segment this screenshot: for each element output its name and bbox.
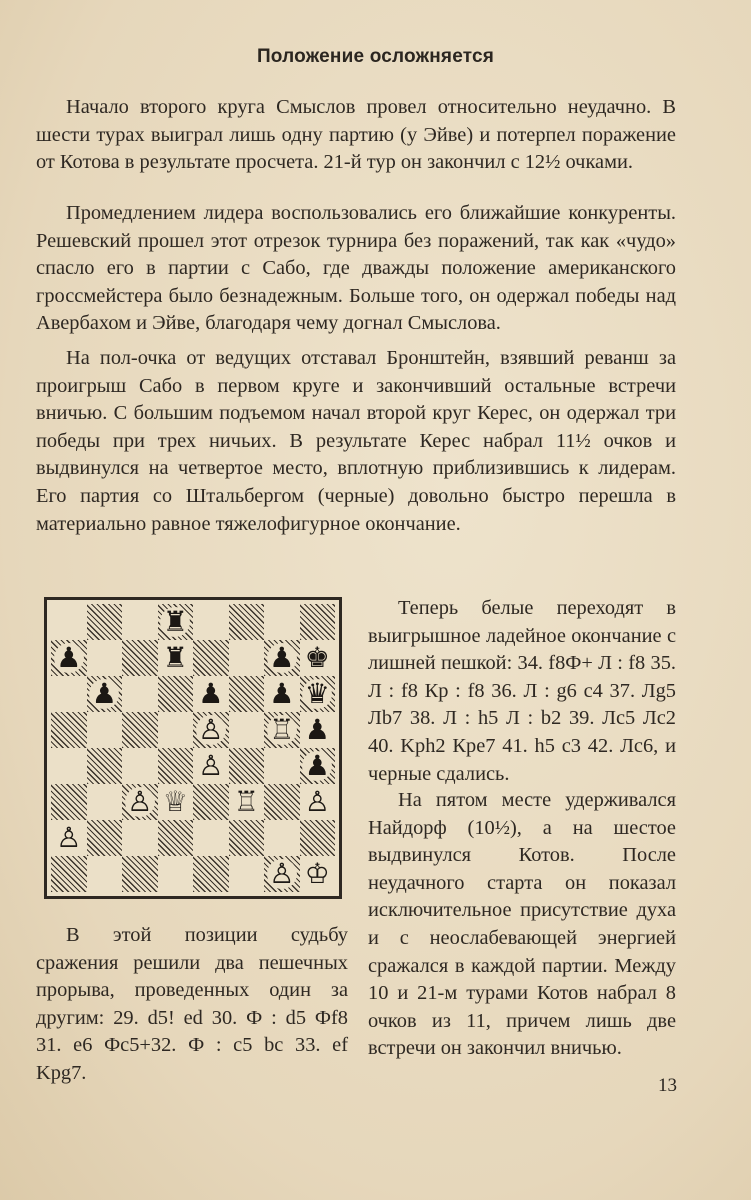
board-square (229, 676, 265, 712)
board-square (264, 748, 300, 784)
board-square (264, 712, 300, 748)
board-square (51, 820, 87, 856)
chess-piece-icon: ♙ (196, 715, 226, 745)
paragraph-2: Промедлением лидера воспользовались его ближайшие конкуренты. Решевский прошел этот отрезок турнира без поражений, так как «чудо» спасло его в партии с Сабо, где дважды положение американского гроссмейстера было безнадежным. Больше того, он одержал победы над Авербахом и Эйве, благодаря чему догнал Смыслова. (36, 202, 676, 335)
board-square (51, 640, 87, 676)
chess-piece-icon: ♜ (160, 607, 190, 637)
board-square (87, 748, 123, 784)
board-square (87, 784, 123, 820)
board-square (122, 820, 158, 856)
board-square (158, 604, 194, 640)
board-square (51, 856, 87, 892)
chess-piece-icon: ♙ (196, 751, 226, 781)
board-square (122, 856, 158, 892)
board-square (122, 712, 158, 748)
board-square (264, 604, 300, 640)
chess-piece-icon: ♖ (231, 787, 261, 817)
board-square (229, 784, 265, 820)
board-square (300, 712, 336, 748)
board-square (87, 676, 123, 712)
board-square (300, 784, 336, 820)
right-column-paragraph-1: Теперь белые переходят в выигрышное ладейное окончание с лишней пешкой: 34. f8Ф+ Л : f8 35. Л : f8 Кр : f8 36. Л : g6 c4 37. Лg5 Лb7 38. Л : h5 Л : b2 39. Лс5 Лс2 40. Kph2 Кре7 41. h5 c3 42. Лс6, и черные сдались. (368, 597, 676, 785)
board-square (193, 712, 229, 748)
chess-piece-icon: ♛ (302, 679, 332, 709)
board-square (87, 712, 123, 748)
board-square (51, 676, 87, 712)
board-square (300, 748, 336, 784)
chess-piece-icon: ♙ (125, 787, 155, 817)
paragraph-1: Начало второго круга Смыслов провел относительно неудачно. В шести турах выиграл лишь одну партию (у Эйве) и потерпел поражение от Котова в результате просчета. 21-й тур он закончил с 12½ очками. (36, 96, 676, 174)
chess-piece-icon: ♟ (54, 643, 84, 673)
chess-piece-icon: ♟ (89, 679, 119, 709)
board-square (158, 856, 194, 892)
board-square (193, 820, 229, 856)
board-square (51, 784, 87, 820)
board-square (193, 856, 229, 892)
board-square (158, 820, 194, 856)
chess-diagram (44, 597, 342, 899)
board-square (229, 712, 265, 748)
board-square (51, 604, 87, 640)
board-square (300, 856, 336, 892)
right-column-paragraph-2: На пятом месте удерживался Найдорф (10½), а на шестое выдвинулся Котов. После неудачного старта он показал исключительное присутствие духа и с неослабевающей энергией сражался в каждой партии. Между 10 и 21-м турами Котов набрал 8 очков из 11, причем лишь две встречи он закончил вничью. (368, 789, 676, 1060)
board-square (87, 856, 123, 892)
board-square (264, 820, 300, 856)
board-square (229, 640, 265, 676)
board-square (300, 604, 336, 640)
board-square (158, 640, 194, 676)
chess-board-grid (51, 604, 335, 892)
chess-piece-icon: ♟ (302, 751, 332, 781)
board-square (122, 676, 158, 712)
chess-piece-icon: ♕ (160, 787, 190, 817)
board-square (300, 640, 336, 676)
chess-piece-icon: ♟ (302, 715, 332, 745)
board-square (300, 820, 336, 856)
board-square (193, 640, 229, 676)
chess-piece-icon: ♔ (302, 859, 332, 889)
section-heading: Положение осложняется (256, 46, 495, 67)
chess-piece-icon: ♙ (267, 859, 297, 889)
diagram-caption: В этой позиции судьбу сражения решили два пешечных прорыва, проведенных один за другим: 29. d5! ed 30. Ф : d5 Фf8 31. e6 Фс5+32. Ф : c5 bc 33. ef Kpg7. (36, 924, 348, 1084)
board-square (122, 604, 158, 640)
board-square (51, 748, 87, 784)
board-square (122, 748, 158, 784)
board-square (122, 784, 158, 820)
board-square (87, 640, 123, 676)
board-square (193, 676, 229, 712)
page-number: 13 (658, 1075, 677, 1096)
board-square (158, 748, 194, 784)
board-square (122, 640, 158, 676)
chess-piece-icon: ♟ (267, 643, 297, 673)
chess-piece-icon: ♜ (160, 643, 190, 673)
board-square (264, 784, 300, 820)
chess-piece-icon: ♟ (267, 679, 297, 709)
board-square (193, 748, 229, 784)
chess-piece-icon: ♙ (54, 823, 84, 853)
board-square (229, 748, 265, 784)
board-square (87, 604, 123, 640)
board-square (229, 820, 265, 856)
chess-piece-icon: ♖ (267, 715, 297, 745)
board-square (193, 784, 229, 820)
board-square (264, 856, 300, 892)
board-square (51, 712, 87, 748)
chess-piece-icon: ♚ (302, 643, 332, 673)
board-square (229, 856, 265, 892)
board-square (158, 784, 194, 820)
board-square (158, 712, 194, 748)
chess-piece-icon: ♙ (302, 787, 332, 817)
paragraph-3: На пол-очка от ведущих отставал Бронштейн, взявший реванш за проигрыш Сабо в первом круге и закончивший остальные встречи вничью. С большим подъемом начал второй круг Керес, он одержал три победы при трех ничьих. В результате Керес набрал 11½ очков и выдвинулся на четвертое место, вплотную приблизившись к лидерам. Его партия со Штальбергом (черные) довольно быстро перешла в материально равное тяжелофигурное окончание. (36, 347, 676, 535)
board-square (229, 604, 265, 640)
chess-piece-icon: ♟ (196, 679, 226, 709)
board-square (264, 676, 300, 712)
board-square (264, 640, 300, 676)
board-square (87, 820, 123, 856)
board-square (158, 676, 194, 712)
board-square (193, 604, 229, 640)
board-square (300, 676, 336, 712)
